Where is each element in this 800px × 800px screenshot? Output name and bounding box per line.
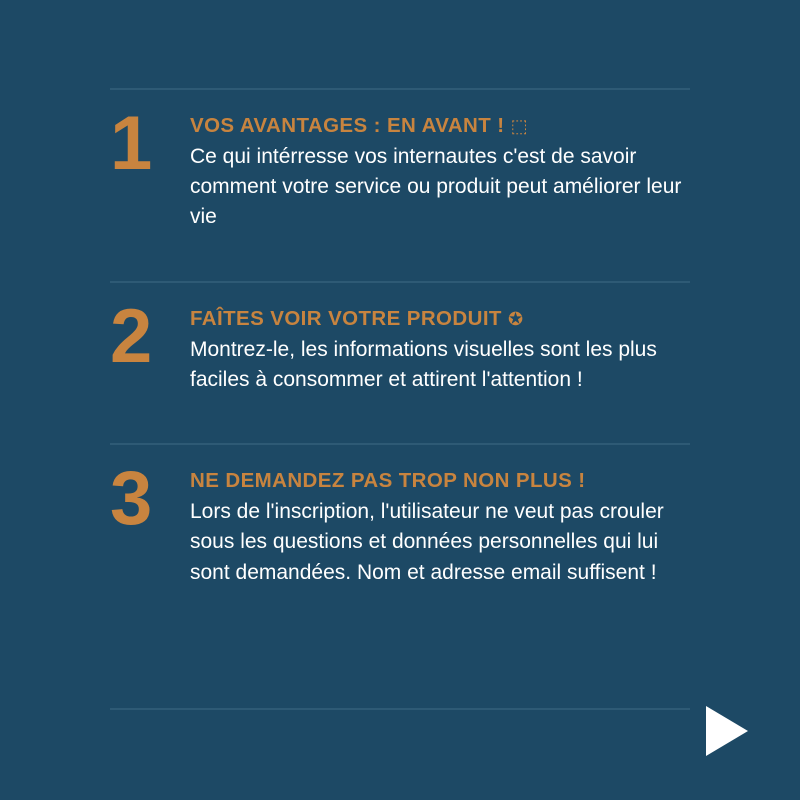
item-heading (190, 469, 690, 493)
item-number: 2 (110, 293, 151, 379)
item-body (190, 108, 690, 233)
next-arrow-icon[interactable] (706, 706, 748, 756)
item-body (190, 463, 690, 588)
item-text: Montrez-le, les informations visuelles sont les plus faciles à consommer et attirent l'attention ! (190, 337, 657, 391)
item-heading (190, 307, 690, 331)
divider-bottom (110, 708, 690, 710)
item-heading-text: VOS AVANTAGES : EN AVANT ! (190, 114, 505, 137)
heading-glyph-icon: ✪ (507, 308, 524, 329)
list-item (110, 283, 690, 413)
list-item (110, 445, 690, 606)
item-text: Lors de l'inscription, l'utilisateur ne veut pas crouler sous les questions et données personnelles qui lui sont demandées. Nom et adresse email suffisent ! (190, 500, 664, 584)
list-item (110, 90, 690, 251)
spacer (110, 251, 690, 281)
item-body (190, 301, 690, 395)
item-heading-text: NE DEMANDEZ PAS TROP NON PLUS ! (190, 469, 586, 493)
spacer (110, 413, 690, 443)
item-heading-text: FAÎTES VOIR VOTRE PRODUIT (190, 306, 502, 330)
item-number: 3 (110, 456, 151, 542)
item-heading (190, 114, 690, 138)
item-number: 1 (110, 101, 151, 186)
heading-glyph-icon: ⬚ (510, 116, 529, 136)
item-text: Ce qui intérresse vos internautes c'est de savoir comment votre service ou produit peut améliorer leur vie (190, 145, 682, 229)
